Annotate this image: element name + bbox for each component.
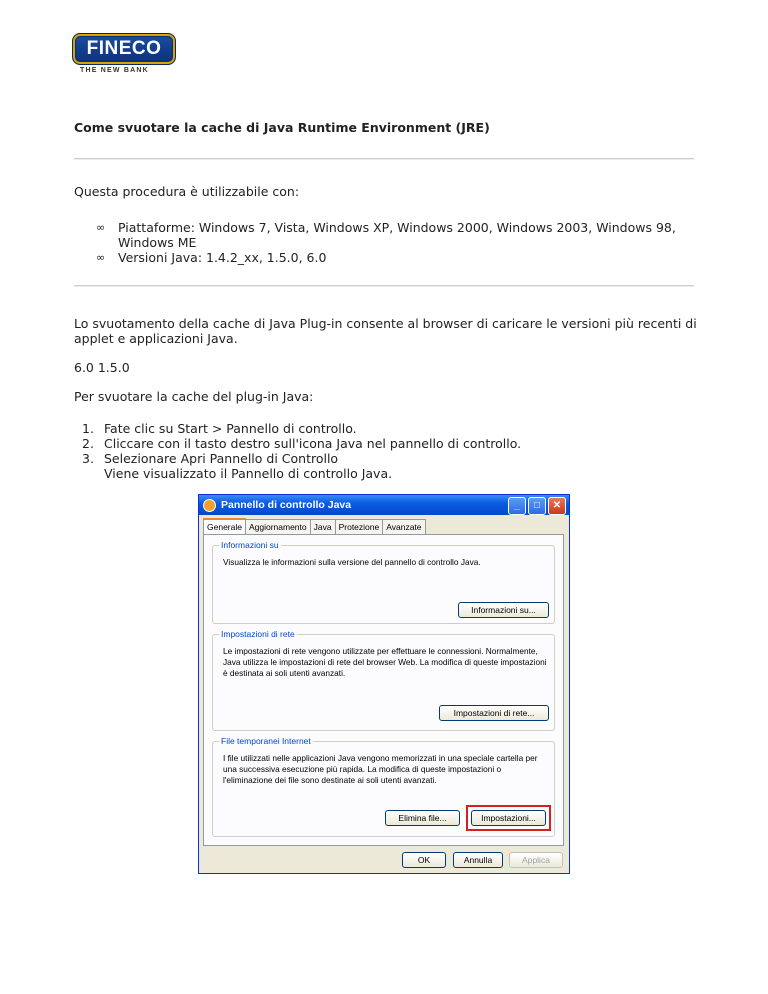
info-button[interactable]: Informazioni su... xyxy=(458,602,549,618)
divider xyxy=(74,285,694,287)
step-item xyxy=(82,436,682,451)
step-number: 2. xyxy=(82,436,94,451)
step-text: Fate clic su Start > Pannello di controllo. xyxy=(104,421,357,436)
divider xyxy=(74,158,694,160)
delete-files-button[interactable]: Elimina file... xyxy=(385,810,460,826)
fineco-logo xyxy=(72,33,176,74)
tab-protezione[interactable]: Protezione xyxy=(335,519,384,536)
intro-text: Questa procedura è utilizzabile con: xyxy=(74,184,300,199)
group-informazioni xyxy=(212,540,555,624)
step-subtext: Viene visualizzato il Pannello di controllo Java. xyxy=(104,466,393,481)
close-button[interactable]: ✕ xyxy=(548,497,566,515)
group-text: Le impostazioni di rete vengono utilizzate per effettuare le connessioni. Normalmente, Java utilizza le impostazioni di rete del browser Web. La modifica di queste impostazioni è destinata ai soli utenti avanzati. xyxy=(223,646,547,678)
bullet-icon: ∞ xyxy=(96,251,106,264)
maximize-button[interactable]: □ xyxy=(528,497,546,515)
window-controls xyxy=(508,497,566,515)
steps-intro: Per svuotare la cache del plug-in Java: xyxy=(74,389,314,404)
java-icon xyxy=(203,499,216,512)
step-item xyxy=(82,451,682,481)
ok-button[interactable]: OK xyxy=(402,852,446,868)
group-label: Impostazioni di rete xyxy=(221,629,295,639)
group-label: Informazioni su xyxy=(221,540,279,550)
tab-panel-generale xyxy=(203,534,564,846)
step-text: Selezionare Apri Pannello di Controllo xyxy=(104,451,339,466)
group-label: File temporanei Internet xyxy=(221,736,311,746)
tab-generale[interactable]: Generale xyxy=(203,518,246,535)
tab-aggiornamento[interactable]: Aggiornamento xyxy=(245,519,311,536)
minimize-button[interactable]: _ xyxy=(508,497,526,515)
tab-java[interactable]: Java xyxy=(310,519,336,536)
cancel-button[interactable]: Annulla xyxy=(453,852,503,868)
description-text: Lo svuotamento della cache di Java Plug-in consente al browser di caricare le versioni più recenti di applet e applicazioni Java. xyxy=(74,316,697,346)
step-text: Cliccare con il tasto destro sull'icona Java nel pannello di controllo. xyxy=(104,436,522,451)
versions-text: 6.0 1.5.0 xyxy=(74,360,130,375)
steps-list xyxy=(82,421,682,481)
list-item-text: Versioni Java: 1.4.2_xx, 1.5.0, 6.0 xyxy=(118,250,327,265)
group-network xyxy=(212,629,555,731)
logo-tagline: THE NEW BANK xyxy=(80,67,149,74)
list-item xyxy=(96,250,696,265)
logo-box xyxy=(72,33,176,65)
step-number: 1. xyxy=(82,421,94,436)
java-control-panel-window xyxy=(198,494,570,874)
group-text: I file utilizzati nelle applicazioni Java vengono memorizzati in una speciale cartella per una successiva esecuzione più rapida. La modifica di queste impostazioni o l'eliminazione dei file sono destinate ai soli utenti avanzati. xyxy=(223,753,538,785)
window-title: Pannello di controllo Java xyxy=(221,499,352,511)
group-text: Visualizza le informazioni sulla versione del pannello di controllo Java. xyxy=(223,557,481,567)
temp-settings-button[interactable]: Impostazioni... xyxy=(471,810,546,826)
tab-avanzate[interactable]: Avanzate xyxy=(382,519,425,536)
page-title: Come svuotare la cache di Java Runtime Environment (JRE) xyxy=(74,120,490,135)
step-number: 3. xyxy=(82,451,94,466)
logo-name: FINECO xyxy=(86,38,162,59)
bullet-icon: ∞ xyxy=(96,221,106,234)
step-item xyxy=(82,421,682,436)
network-settings-button[interactable]: Impostazioni di rete... xyxy=(439,705,549,721)
requirements-list xyxy=(96,220,696,265)
highlight-box xyxy=(466,805,551,831)
group-temp-files xyxy=(212,736,555,837)
apply-button: Applica xyxy=(509,852,563,868)
list-item xyxy=(96,220,696,250)
list-item-text: Piattaforme: Windows 7, Vista, Windows XP, Windows 2000, Windows 2003, Windows 98, Windows ME xyxy=(118,220,676,250)
